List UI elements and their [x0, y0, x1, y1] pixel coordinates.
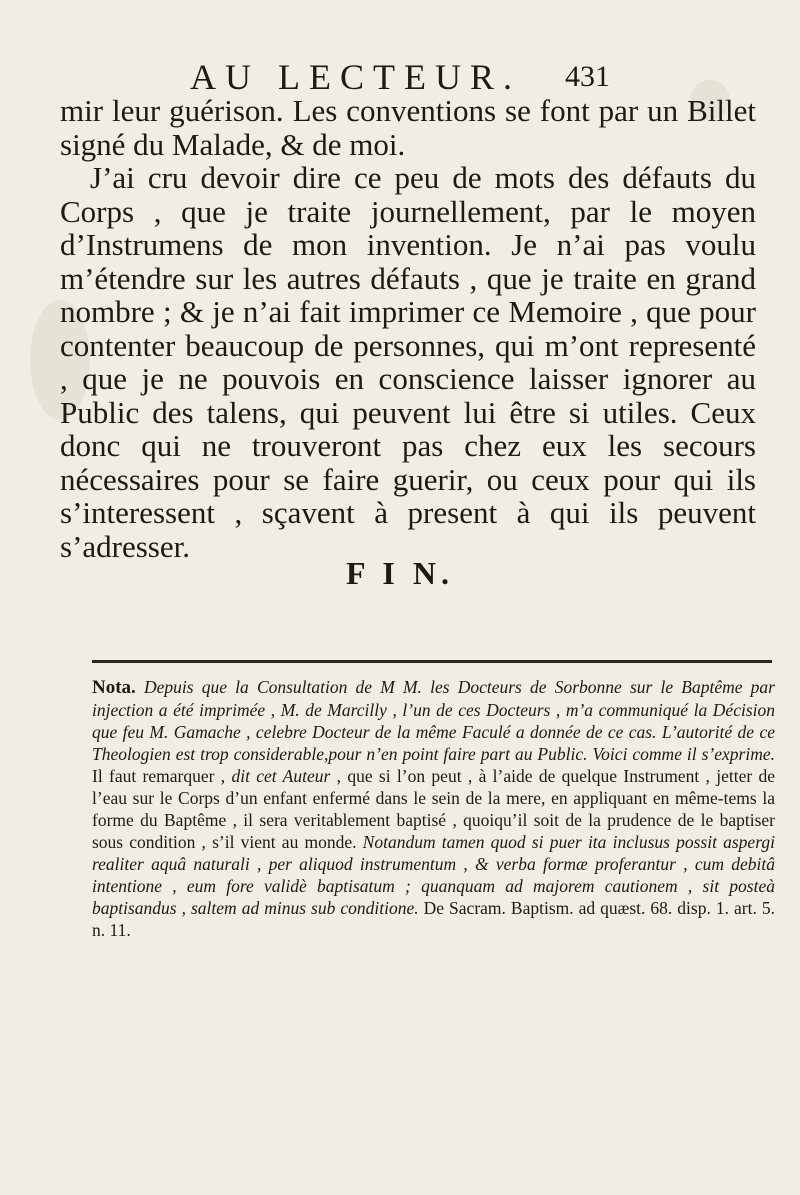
- body-text: [60, 94, 756, 563]
- paragraph-2: J’ai cru devoir dire ce peu de mots des défauts du Corps , que je traite journellement, par le moyen d’Instrumens de mon invention. Je n’ai pas voulu m’étendre sur les autres défauts , que je traite en grand nombre ; & je n’ai fait imprimer ce Memoire , que pour contenter beaucoup de personnes, qui m’ont representé , que je ne pouvois en conscience laisser ignorer au Public des talens, qui peuvent lui être si utiles. Ceux donc qui ne trouveront pas chez eux les secours nécessaires pour se faire guerir, ou ceux pour qui ils s’interessent , sçavent à present à qui ils peuvent s’adresser.: [60, 160, 756, 564]
- fin-heading: F I N.: [346, 555, 454, 591]
- footnote: [92, 676, 775, 941]
- note-segment: Notandum tamen quod si puer ita inclusus possit aspergi realiter aquâ naturali , per aliquod instrumentum , & verba formæ proferantur , cum debitâ intentione , eum fore validè baptisatum ; quanquam ad majorem cautionem , sit posteà baptisandus , saltem ad minus sub conditione.: [92, 832, 775, 918]
- paragraph-1: mir leur guérison. Les conventions se font par un Billet signé du Malade, & de moi.: [60, 93, 756, 162]
- note-segment: , que si l’on peut , à l’aide de quelque Instrument , jetter de l’eau sur le Corps d’un enfant enfermé dans le sein de la mere, en appliquant en même-tems la forme du Baptême , il sera veritablement baptisé , quoiqu’il soit de la prudence de le baptiser sous condition , s’il vient au monde.: [92, 766, 776, 852]
- note-segment: De Sacram. Baptism. ad quæst. 68. disp. 1. art. 5. n. 11.: [92, 898, 775, 940]
- divider-rule: [92, 660, 772, 663]
- page-header: [190, 56, 670, 96]
- page-number: 431: [565, 60, 610, 93]
- note-label: Nota.: [92, 677, 136, 698]
- note-segment: dit cet Auteur: [231, 766, 331, 786]
- note-segment: Depuis que la Consultation de M M. les Docteurs de Sorbonne sur le Baptême par injection a été imprimée , M. de Marcilly , l’un de ces Docteurs , m’a communiqué la Décision que feu M. Gamache , celebre Docteur de la même Faculé a donnée de ce cas. L’autorité de ce Theologien est trop considerable,pour n’en point faire part au Public. Voici comme il s’exprime.: [92, 677, 775, 764]
- running-head: AU LECTEUR.: [190, 57, 521, 97]
- note-segment: Il faut remarquer ,: [92, 766, 232, 786]
